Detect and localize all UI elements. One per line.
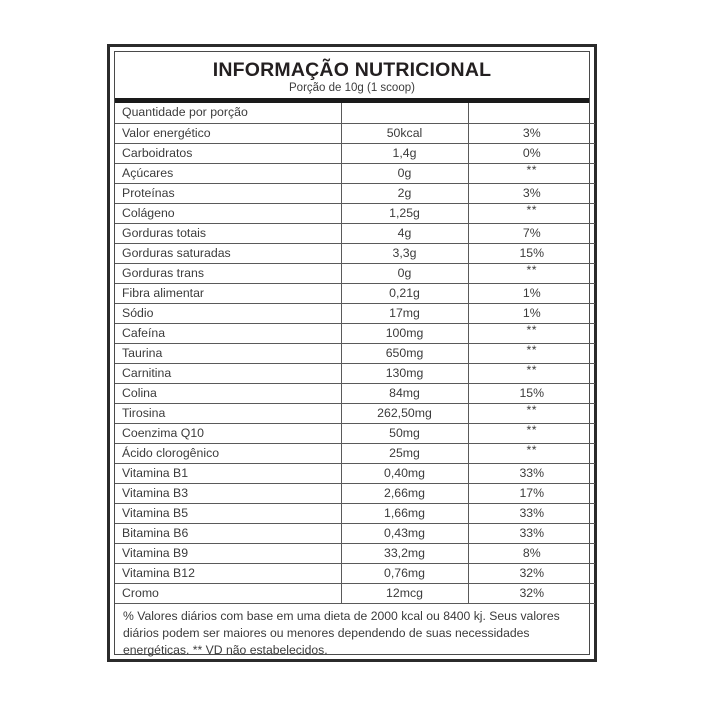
table-row	[115, 423, 595, 443]
nutrient-daily-value: 32%	[468, 583, 595, 603]
nutrition-facts-table	[115, 103, 595, 604]
nutrient-daily-value: 33%	[468, 523, 595, 543]
nutrient-daily-value: 3%	[468, 123, 595, 143]
dv-not-established-mark: **	[526, 423, 538, 437]
nutrient-amount: 0,40mg	[341, 463, 468, 483]
table-row	[115, 323, 595, 343]
nutrient-name: Cafeína	[115, 323, 341, 343]
nutrient-daily-value: 17%	[468, 483, 595, 503]
nutrient-daily-value	[468, 363, 595, 383]
nutrient-name: Fibra alimentar	[115, 283, 341, 303]
nutrient-name: Valor energético	[115, 123, 341, 143]
table-row	[115, 503, 595, 523]
table-row	[115, 163, 595, 183]
nutrient-daily-value	[468, 423, 595, 443]
dv-not-established-mark: **	[526, 263, 538, 277]
table-row	[115, 563, 595, 583]
nutrient-daily-value	[468, 323, 595, 343]
table-row	[115, 463, 595, 483]
nutrient-amount: 50mg	[341, 423, 468, 443]
nutrient-amount: 0g	[341, 163, 468, 183]
nutrient-amount: 84mg	[341, 383, 468, 403]
table-row	[115, 283, 595, 303]
nutrient-daily-value	[468, 203, 595, 223]
nutrient-amount: 262,50mg	[341, 403, 468, 423]
nutrient-name: Colágeno	[115, 203, 341, 223]
table-row	[115, 263, 595, 283]
label-title-block	[115, 52, 589, 98]
table-row	[115, 143, 595, 163]
nutrient-name: Vitamina B5	[115, 503, 341, 523]
table-row	[115, 583, 595, 603]
nutrient-daily-value	[468, 443, 595, 463]
nutrient-amount: 650mg	[341, 343, 468, 363]
nutrient-daily-value	[468, 403, 595, 423]
dv-not-established-mark: **	[526, 403, 538, 417]
nutrient-name: Vitamina B9	[115, 543, 341, 563]
nutrient-daily-value	[468, 343, 595, 363]
nutrition-table-body	[115, 103, 595, 603]
nutrient-amount: 1,66mg	[341, 503, 468, 523]
nutrient-name: Taurina	[115, 343, 341, 363]
nutrient-name: Colina	[115, 383, 341, 403]
nutrient-name: Carboidratos	[115, 143, 341, 163]
nutrient-name: Cromo	[115, 583, 341, 603]
nutrient-amount: 3,3g	[341, 243, 468, 263]
nutrient-name: Gorduras saturadas	[115, 243, 341, 263]
nutrient-amount: 25mg	[341, 443, 468, 463]
nutrient-name: Sódio	[115, 303, 341, 323]
nutrient-amount: 100mg	[341, 323, 468, 343]
table-row	[115, 123, 595, 143]
table-row	[115, 303, 595, 323]
table-row	[115, 483, 595, 503]
nutrient-name: Tirosina	[115, 403, 341, 423]
nutrient-amount: 50kcal	[341, 123, 468, 143]
nutrient-name: Coenzima Q10	[115, 423, 341, 443]
nutrient-amount: 0g	[341, 263, 468, 283]
nutrient-amount: 12mcg	[341, 583, 468, 603]
nutrient-daily-value: 7%	[468, 223, 595, 243]
table-row	[115, 443, 595, 463]
nutrient-daily-value: 3%	[468, 183, 595, 203]
table-row	[115, 383, 595, 403]
table-row	[115, 183, 595, 203]
nutrient-amount: 0,76mg	[341, 563, 468, 583]
dv-not-established-mark: **	[526, 323, 538, 337]
nutrition-label-inner-frame	[114, 51, 590, 658]
dv-not-established-mark: **	[526, 443, 538, 457]
nutrient-name: Vitamina B1	[115, 463, 341, 483]
column-header-amount-per-serving: Quantidade por porção	[115, 103, 341, 123]
serving-size-text: Porção de 10g (1 scoop)	[289, 82, 415, 95]
nutrient-amount: 4g	[341, 223, 468, 243]
nutrient-amount: 0,43mg	[341, 523, 468, 543]
table-row	[115, 523, 595, 543]
table-header-row	[115, 103, 595, 123]
nutrient-amount: 1,4g	[341, 143, 468, 163]
nutrition-label-outer-frame	[107, 44, 597, 662]
nutrient-daily-value: 15%	[468, 243, 595, 263]
nutrient-daily-value: 0%	[468, 143, 595, 163]
table-row	[115, 403, 595, 423]
nutrient-amount: 2,66mg	[341, 483, 468, 503]
nutrient-amount: 0,21g	[341, 283, 468, 303]
dv-not-established-mark: **	[526, 163, 538, 177]
table-row	[115, 543, 595, 563]
nutrient-name: Ácido clorogênico	[115, 443, 341, 463]
table-row	[115, 223, 595, 243]
nutrient-daily-value: 1%	[468, 283, 595, 303]
nutrient-name: Gorduras trans	[115, 263, 341, 283]
nutrient-amount: 17mg	[341, 303, 468, 323]
nutrient-daily-value	[468, 163, 595, 183]
nutrient-name: Vitamina B3	[115, 483, 341, 503]
nutrient-name: Açúcares	[115, 163, 341, 183]
table-row	[115, 343, 595, 363]
nutrient-name: Carnitina	[115, 363, 341, 383]
table-row	[115, 203, 595, 223]
nutrient-daily-value: 8%	[468, 543, 595, 563]
page-title: INFORMAÇÃO NUTRICIONAL	[212, 59, 492, 81]
nutrient-daily-value: 15%	[468, 383, 595, 403]
column-header-amount-blank	[341, 103, 468, 123]
nutrient-daily-value	[468, 263, 595, 283]
dv-not-established-mark: **	[526, 343, 538, 357]
nutrient-name: Gorduras totais	[115, 223, 341, 243]
nutrient-name: Bitamina B6	[115, 523, 341, 543]
nutrient-name: Proteínas	[115, 183, 341, 203]
nutrient-amount: 1,25g	[341, 203, 468, 223]
nutrient-amount: 130mg	[341, 363, 468, 383]
dv-not-established-mark: **	[526, 363, 538, 377]
nutrient-name: Vitamina B12	[115, 563, 341, 583]
nutrient-daily-value: 33%	[468, 463, 595, 483]
nutrient-amount: 2g	[341, 183, 468, 203]
table-row	[115, 243, 595, 263]
nutrient-daily-value: 32%	[468, 563, 595, 583]
nutrient-daily-value: 33%	[468, 503, 595, 523]
nutrient-amount: 33,2mg	[341, 543, 468, 563]
dv-not-established-mark: **	[526, 203, 538, 217]
table-row	[115, 363, 595, 383]
column-header-dv-blank	[468, 103, 595, 123]
nutrient-daily-value: 1%	[468, 303, 595, 323]
daily-values-footnote: % Valores diários com base em uma dieta de 2000 kcal ou 8400 kj. Seus valores diários podem ser maiores ou menores dependendo de suas necessidades energéticas. ** VD não estabelecidos.	[123, 608, 560, 658]
